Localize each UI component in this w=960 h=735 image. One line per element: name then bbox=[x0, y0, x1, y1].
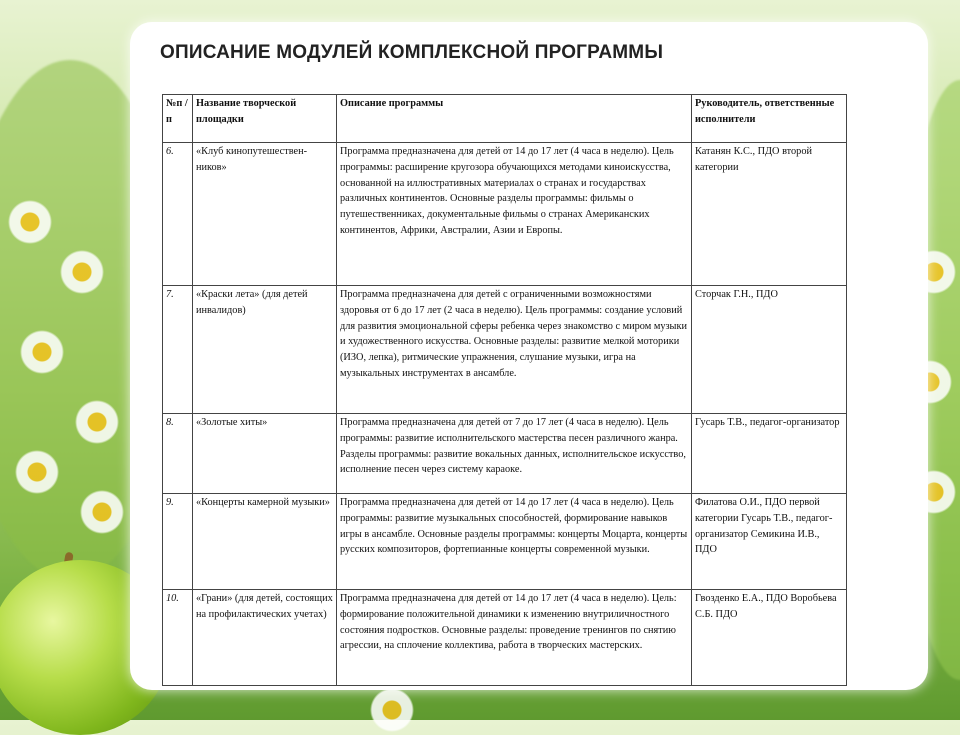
table-header-row bbox=[163, 95, 847, 143]
row-num: 10. bbox=[163, 590, 193, 686]
row-desc: Программа предназначена для детей от 14 до 17 лет (4 часа в неделю). Цель программы: расширение кругозора обучающихся методами киноискусства, основанной на иллюстративных материалах о странах и государствах различных континентов. Основные разделы программы: фильмы о путешественниках, документальные фильмы о странах Американских континентов, Африки, Австралии, Азии и Европы. bbox=[337, 143, 692, 286]
table-row bbox=[163, 590, 847, 686]
presentation-icon bbox=[768, 657, 796, 681]
row-desc: Программа предназначена для детей с ограниченными возможностями здоровья от 6 до 17 лет (2 часа в неделю). Цель программы: создание условий для развития эмоциональной сферы ребенка через знакомство с миром музыки и художественного искусства. Основные разделы: развитие мелкой моторики (ИЗО, лепка), ритмические упражнения, слушание музыки, игра на музыкальных инструментах в ансамбле. bbox=[337, 286, 692, 414]
watermark-text: MyShared bbox=[802, 656, 903, 681]
row-lead: Катанян К.С., ПДО второй категории bbox=[692, 143, 847, 286]
page-title: ОПИСАНИЕ МОДУЛЕЙ КОМПЛЕКСНОЙ ПРОГРАММЫ bbox=[160, 42, 664, 63]
table-row bbox=[163, 286, 847, 414]
daisy-decoration bbox=[80, 490, 124, 534]
row-num: 9. bbox=[163, 494, 193, 590]
program-modules-table bbox=[162, 94, 847, 686]
row-desc: Программа предназначена для детей от 14 до 17 лет (4 часа в неделю). Цель программы: развитие музыкальных способностей, формирование навыков игры в ансамбле. Основные разделы программы: концерты Моцарта, концерты русских композиторов, фортепианные концерты современной музыки. bbox=[337, 494, 692, 590]
row-name: «Клуб кинопутешествен-ников» bbox=[193, 143, 337, 286]
row-desc: Программа предназначена для детей от 14 до 17 лет (4 часа в неделю). Цель: формирование положительной динамики к изменению внутриличностного состояния подростков. Основные разделы: проведение тренингов по снятию агрессии, на сплочение коллектива, работа в творческих мастерских. bbox=[337, 590, 692, 686]
table-row bbox=[163, 143, 847, 286]
daisy-decoration bbox=[75, 400, 119, 444]
row-name: «Концерты камерной музыки» bbox=[193, 494, 337, 590]
row-num: 7. bbox=[163, 286, 193, 414]
daisy-decoration bbox=[15, 450, 59, 494]
daisy-decoration bbox=[370, 688, 414, 732]
row-lead: Гвозденко Е.А., ПДО Воробьева С.Б. ПДО bbox=[692, 590, 847, 686]
row-num: 6. bbox=[163, 143, 193, 286]
daisy-decoration bbox=[8, 200, 52, 244]
table-row bbox=[163, 494, 847, 590]
row-lead: Филатова О.И., ПДО первой категории Гусарь Т.В., педагог-организатор Семикина И.В., ПДО bbox=[692, 494, 847, 590]
table-row bbox=[163, 414, 847, 494]
daisy-decoration bbox=[60, 250, 104, 294]
watermark bbox=[768, 656, 902, 682]
row-name: «Золотые хиты» bbox=[193, 414, 337, 494]
header-num: №п /п bbox=[163, 95, 193, 143]
row-name: «Краски лета» (для детей инвалидов) bbox=[193, 286, 337, 414]
daisy-decoration bbox=[20, 330, 64, 374]
header-desc: Описание программы bbox=[337, 95, 692, 143]
row-name: «Грани» (для детей, состоящих на профилактических учетах) bbox=[193, 590, 337, 686]
row-desc: Программа предназначена для детей от 7 до 17 лет (4 часа в неделю). Цель программы: развитие исполнительского мастерства песен различного жанра. Разделы программы: развитие вокальных данных, исполнительское искусство, исполнение песен через систему караоке. bbox=[337, 414, 692, 494]
row-lead: Гусарь Т.В., педагог-организатор bbox=[692, 414, 847, 494]
row-lead: Сторчак Г.Н., ПДО bbox=[692, 286, 847, 414]
row-num: 8. bbox=[163, 414, 193, 494]
header-lead: Руководитель, ответственные исполнители bbox=[692, 95, 847, 143]
header-name: Название творческой площадки bbox=[193, 95, 337, 143]
